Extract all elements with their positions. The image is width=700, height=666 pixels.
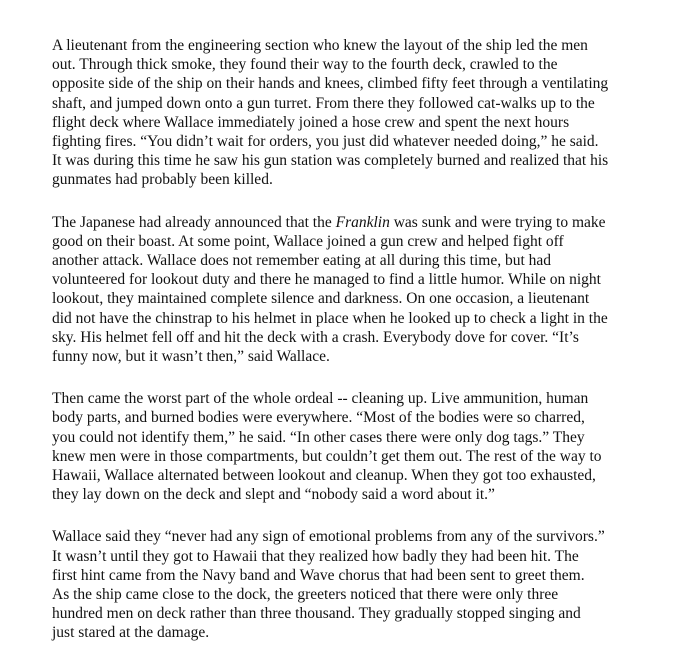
text-line: did not have the chinstrap to his helmet in place when he looked up to check a light in the: [52, 309, 608, 327]
text-line: funny now, but it wasn’t then,” said Wallace.: [52, 348, 330, 366]
text-line: lookout, they maintained complete silence and darkness. On one occasion, a lieutenant: [52, 290, 590, 308]
paragraph-2: [52, 213, 678, 367]
ship-name-italic: Franklin: [335, 213, 390, 231]
paragraph-4: [52, 527, 678, 642]
text-line: hundred men on deck rather than three thousand. They gradually stopped singing and: [52, 605, 581, 623]
text-line: Wallace said they “never had any sign of emotional problems from any of the survivors.”: [52, 528, 605, 546]
text-line: The Japanese had already announced that the Franklin was sunk and were trying to make: [52, 213, 606, 231]
text-line: Then came the worst part of the whole ordeal -- cleaning up. Live ammunition, human: [52, 390, 589, 408]
text-line: you could not identify them,” he said. “In other cases there were only dog tags.” They: [52, 428, 585, 446]
text-line: It wasn’t until they got to Hawaii that they realized how badly they had been hit. The: [52, 547, 579, 565]
text-line: another attack. Wallace does not remember eating at all during this time, but had: [52, 252, 552, 270]
text-line: It was during this time he saw his gun station was completely burned and realized that his: [52, 152, 609, 170]
text-line: just stared at the damage.: [52, 624, 210, 642]
text-line: Hawaii, Wallace alternated between lookout and cleanup. When they got too exhausted,: [52, 467, 596, 485]
text-line: they lay down on the deck and slept and “nobody said a word about it.”: [52, 486, 495, 504]
text-line: first hint came from the Navy band and Wave chorus that had been sent to greet them.: [52, 566, 585, 584]
text-line: fighting fires. “You didn’t wait for orders, you just did whatever needed doing,” he said.: [52, 133, 599, 151]
paragraph-3: [52, 389, 678, 504]
document-page: [52, 36, 678, 666]
text-line: shaft, and jumped down onto a gun turret. From there they followed cat-walks up to the: [52, 94, 595, 112]
text-line: body parts, and burned bodies were everywhere. “Most of the bodies were so charred,: [52, 409, 585, 427]
text-line: volunteered for lookout duty and there he managed to find a little humor. While on night: [52, 271, 601, 289]
text-line: out. Through thick smoke, they found their way to the fourth deck, crawled to the: [52, 56, 558, 74]
text-line: knew men were in those compartments, but couldn’t get them out. The rest of the way to: [52, 447, 602, 465]
text-line: As the ship came close to the dock, the greeters noticed that there were only three: [52, 586, 559, 604]
text-line: A lieutenant from the engineering section who knew the layout of the ship led the men: [52, 37, 588, 54]
text-line: sky. His helmet fell off and hit the deck with a crash. Everybody dove for cover. “It’s: [52, 328, 579, 346]
text-line: flight deck where Wallace immediately joined a hose crew and spent the next hours: [52, 113, 570, 131]
text-line: good on their boast. At some point, Wallace joined a gun crew and helped fight off: [52, 232, 564, 250]
paragraph-1: [52, 36, 678, 190]
text-line: opposite side of the ship on their hands and knees, climbed fifty feet through a ventilating: [52, 75, 609, 93]
text-line: gunmates had probably been killed.: [52, 171, 273, 189]
